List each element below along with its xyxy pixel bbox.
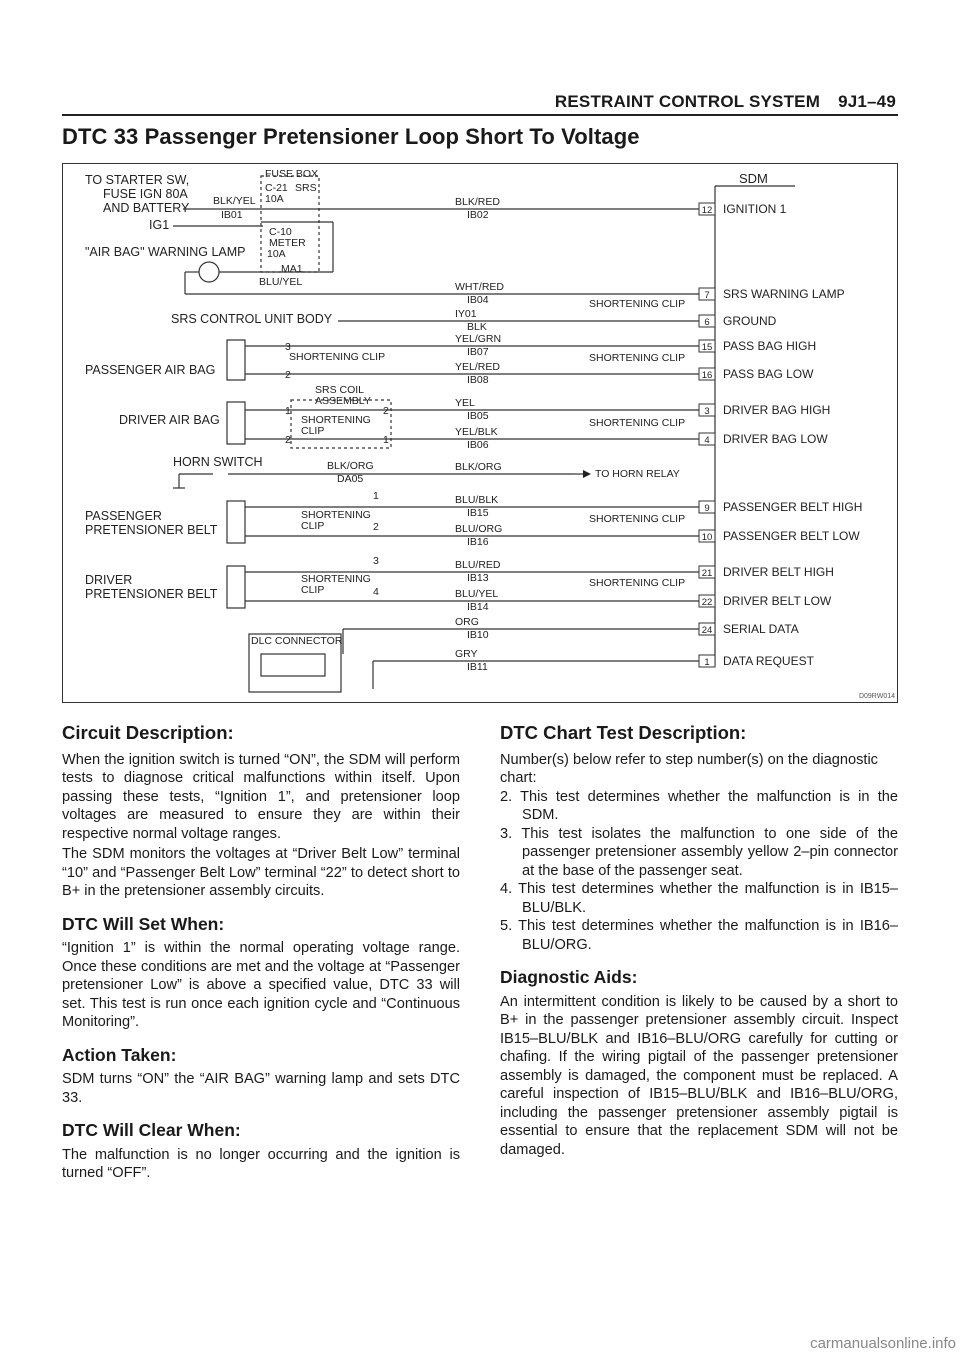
fuse-c10: C-10 — [269, 226, 292, 238]
terminal-num-1: 7 — [704, 290, 710, 301]
label-drv-belt-1: DRIVER — [85, 573, 133, 587]
terminal-num-3: 15 — [701, 342, 713, 353]
left-column — [62, 724, 460, 1183]
label-dlc: DLC CONNECTOR — [251, 635, 343, 647]
action-taken-heading: Action Taken: — [62, 1044, 177, 1065]
terminal-label-9: DRIVER BELT HIGH — [723, 565, 834, 579]
terminal-label-10: DRIVER BELT LOW — [723, 594, 832, 608]
clip-sdm-5: SHORTENING CLIP — [589, 577, 686, 589]
dtc-set-heading: DTC Will Set When: — [62, 913, 225, 934]
terminal-num-0: 12 — [701, 205, 713, 216]
wiring-diagram — [62, 163, 898, 703]
pin-pass-belt-1: 1 — [373, 490, 379, 502]
wire-color-5: YEL — [455, 397, 475, 409]
page-title: DTC 33 Passenger Pretensioner Loop Short To Voltage — [62, 124, 640, 149]
page-header — [537, 92, 896, 112]
wire-code-9: IB16 — [467, 536, 489, 548]
wire-color-13: GRY — [455, 648, 478, 660]
label-starter-3: AND BATTERY — [103, 201, 190, 215]
pin-drv-bag-2: 2 — [285, 434, 291, 446]
clip-sdm-4: SHORTENING CLIP — [589, 513, 686, 525]
wire-blk-yel: BLK/YEL — [213, 195, 256, 207]
terminal-label-12: DATA REQUEST — [723, 654, 814, 668]
label-horn: HORN SWITCH — [173, 455, 263, 469]
dtc-clear-heading: DTC Will Clear When: — [62, 1120, 241, 1140]
clip-sdm-3: SHORTENING CLIP — [589, 417, 686, 429]
fuse-meter: METER — [269, 237, 306, 249]
terminal-label-1: SRS WARNING LAMP — [723, 287, 845, 301]
label-starter-1: TO STARTER SW, — [85, 173, 190, 187]
terminal-num-8: 10 — [701, 532, 713, 543]
pin-pass-bag-2: 2 — [285, 369, 291, 381]
srs-coil-2: ASSEMBLY — [315, 395, 371, 407]
wire-color-4: YEL/RED — [455, 361, 500, 373]
terminal-label-0: IGNITION 1 — [723, 202, 787, 216]
wire-code-2: BLK — [467, 321, 487, 333]
chart-test-intro: Number(s) below refer to step number(s) on the diagnostic chart: — [500, 751, 878, 786]
terminal-label-3: PASS BAG HIGH — [723, 339, 817, 353]
terminal-label-6: DRIVER BAG LOW — [723, 432, 828, 446]
label-srs-body: SRS CONTROL UNIT BODY — [171, 312, 333, 326]
header-rule — [62, 114, 898, 116]
action-taken-text: SDM turns “ON” the “AIR BAG” warning lamp and sets DTC 33. — [62, 1071, 460, 1106]
step-5: 5. This test determines whether the malfunction is in IB16–BLU/ORG. — [500, 918, 898, 953]
terminal-label-8: PASSENGER BELT LOW — [723, 529, 860, 543]
wire-da05: DA05 — [337, 473, 364, 485]
clip-drv-bag-b: CLIP — [301, 425, 325, 437]
wire-color-2: IY01 — [455, 308, 477, 320]
pin-drv-belt-4: 4 — [373, 586, 379, 598]
wire-code-4: IB08 — [467, 374, 489, 386]
wire-ma1: MA1 — [281, 263, 303, 275]
clip-drv-belt-a: SHORTENING — [301, 573, 371, 585]
wire-blk-org-left: BLK/ORG — [327, 460, 374, 472]
wire-color-1: WHT/RED — [455, 281, 504, 293]
clip-drv-bag-a: SHORTENING — [301, 414, 371, 426]
terminal-num-5: 3 — [704, 406, 710, 417]
pin-pass-belt-2: 2 — [373, 521, 379, 533]
wire-code-13: IB11 — [467, 661, 488, 673]
wire-ib01: IB01 — [221, 209, 243, 221]
label-pass-belt-2: PRETENSIONER BELT — [85, 523, 218, 537]
terminal-num-6: 4 — [704, 435, 710, 446]
wire-code-6: IB06 — [467, 439, 489, 451]
clip-sdm-2: SHORTENING CLIP — [589, 352, 686, 364]
clip-drv-belt-b: CLIP — [301, 584, 325, 596]
terminal-label-5: DRIVER BAG HIGH — [723, 403, 831, 417]
wire-color-3: YEL/GRN — [455, 333, 502, 345]
fuse-box-label: FUSE BOX — [265, 168, 319, 180]
dtc-clear-text: The malfunction is no longer occurring and the ignition is turned “OFF”. — [62, 1146, 460, 1181]
wire-color-11: BLU/YEL — [455, 588, 499, 600]
wire-color-7: BLK/ORG — [455, 461, 502, 473]
chart-test-heading: DTC Chart Test Description: — [500, 722, 747, 743]
clip-pass-bag: SHORTENING CLIP — [289, 351, 386, 363]
srs-coil-1: SRS COIL — [315, 384, 365, 396]
wire-code-1: IB04 — [467, 294, 489, 306]
circuit-description-p1: When the ignition switch is turned “ON”, the SDM will perform tests to diagnose critical malfunctions within itself. Upon passing these tests, “Ignition 1”, and pretensioner loop voltages are measured to ensure they are within their respective normal voltage ranges. — [62, 751, 460, 842]
step-3: 3. This test isolates the malfunction to one side of the passenger pretensioner assembly yellow 2–pin connector at the base of the passenger seat. — [500, 825, 898, 879]
circuit-description-p2: The SDM monitors the voltages at “Driver Belt Low” terminal “10” and “Passenger Belt Low” terminal “22” to detect short to B+ in the pretensioner assembly circuits. — [62, 846, 460, 899]
terminal-num-9: 21 — [701, 568, 713, 579]
step-2: 2. This test determines whether the malfunction is in the SDM. — [500, 788, 898, 823]
terminal-num-12: 1 — [704, 657, 710, 668]
terminal-num-4: 16 — [701, 370, 713, 381]
label-ig1: IG1 — [149, 218, 170, 232]
watermark: carmanualsonline.info — [810, 1335, 956, 1352]
fuse-a1: 10A — [265, 193, 284, 205]
fuse-a2: 10A — [267, 248, 286, 260]
wire-color-12: ORG — [455, 616, 479, 628]
terminal-num-7: 9 — [704, 503, 710, 514]
wire-color-6: YEL/BLK — [455, 426, 498, 438]
clip-pass-belt-a: SHORTENING — [301, 509, 371, 521]
wire-code-8: IB15 — [467, 507, 489, 519]
pin-drv-bag-2r: 2 — [383, 405, 389, 417]
wire-code-10: IB13 — [467, 572, 489, 584]
pin-drv-belt-3: 3 — [373, 555, 379, 567]
terminal-label-7: PASSENGER BELT HIGH — [723, 500, 863, 514]
terminal-label-11: SERIAL DATA — [723, 622, 799, 636]
label-pass-bag: PASSENGER AIR BAG — [85, 363, 216, 377]
label-starter-2: FUSE IGN 80A — [103, 187, 188, 201]
wire-code-12: IB10 — [467, 629, 489, 641]
label-drv-bag: DRIVER AIR BAG — [119, 413, 220, 427]
label-drv-belt-2: PRETENSIONER BELT — [85, 587, 218, 601]
wire-code-5: IB05 — [467, 410, 489, 422]
wire-color-8: BLU/BLK — [455, 494, 499, 506]
dtc-set-text: “Ignition 1” is within the normal operating voltage range. Once these conditions are met and the voltage at “Passenger pretensioner Low” is above a specified value, DTC 33 will set. This test is run once each ignition cycle and “Continuous Monitoring”. — [62, 940, 460, 1030]
terminal-num-10: 22 — [701, 597, 713, 608]
diagnostic-aids-text: An intermittent condition is likely to be caused by a short to B+ in the passenger pretensioner assembly circuit. Inspect IB15–BLU/BLK and IB16–BLU/ORG carefully for cutting or chafing. If the wiring pigtail of the passenger pretensioner assembly is damaged, the component must be replaced. A careful inspection of IB15–BLU/BLK and IB16–BLU/ORG, including the passenger pretensioner assembly pigtail is essential to ensure that the replacement SDM will not be damaged. — [500, 993, 898, 1158]
terminal-label-2: GROUND — [723, 314, 777, 328]
clip-pass-belt-b: CLIP — [301, 520, 325, 532]
circuit-description-heading: Circuit Description: — [62, 722, 234, 743]
pin-drv-bag-1r: 1 — [383, 434, 389, 446]
label-pass-belt-1: PASSENGER — [85, 509, 162, 523]
right-column — [500, 724, 898, 1159]
wire-code-11: IB14 — [467, 601, 489, 613]
pin-pass-bag-3: 3 — [285, 341, 291, 353]
section-title: RESTRAINT CONTROL SYSTEM — [554, 92, 821, 111]
label-airbag-lamp: "AIR BAG" WARNING LAMP — [85, 245, 246, 259]
wire-color-0: BLK/RED — [455, 196, 500, 208]
diagnostic-aids-heading: Diagnostic Aids: — [500, 967, 638, 987]
figure-id: D09RW014 — [858, 693, 895, 700]
step-4: 4. This test determines whether the malfunction is in IB15–BLU/BLK. — [500, 881, 898, 916]
horn-relay-label: TO HORN RELAY — [595, 468, 680, 480]
wire-blu-yel: BLU/YEL — [259, 276, 303, 288]
clip-sdm-1: SHORTENING CLIP — [589, 298, 686, 310]
terminal-label-4: PASS BAG LOW — [723, 367, 814, 381]
pin-drv-bag-1: 1 — [285, 405, 291, 417]
terminal-num-2: 6 — [704, 317, 710, 328]
wire-code-3: IB07 — [467, 346, 489, 358]
terminal-num-11: 24 — [701, 625, 713, 636]
wire-color-9: BLU/ORG — [455, 523, 503, 535]
fuse-c21: C-21 — [265, 182, 288, 194]
fuse-srs: SRS — [295, 182, 317, 194]
wire-code-0: IB02 — [467, 209, 489, 221]
page-number: 9J1–49 — [838, 92, 896, 111]
sdm-label: SDM — [739, 171, 768, 186]
wire-color-10: BLU/RED — [455, 559, 501, 571]
